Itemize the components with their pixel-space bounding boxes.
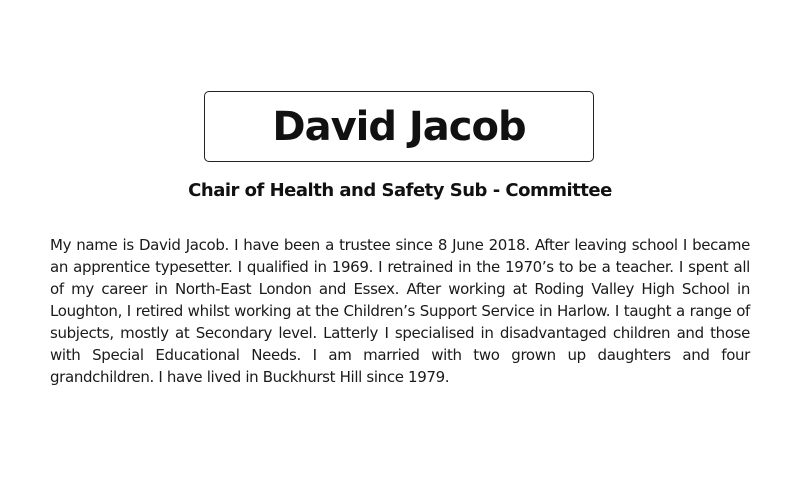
person-name: David Jacob [272,103,526,150]
bio-paragraph: My name is David Jacob. I have been a trustee since 8 June 2018. After leaving school I became an apprentice typesetter. I qualified in 1969. I retrained in the 1970’s to be a teacher. I spent all of my career in North-East London and Essex. After working at Roding Valley High School in Loughton, I retired whilst working at the Children’s Support Service in Harlow. I taught a range of subjects, mostly at Secondary level. Latterly I specialised in disadvantaged children and those with Special Educational Needs. I am married with two grown up daughters and four grandchildren. I have lived in Buckhurst Hill since 1979. [50,236,750,386]
name-title-box [204,91,594,162]
role-title: Chair of Health and Safety Sub - Committee [188,180,612,201]
